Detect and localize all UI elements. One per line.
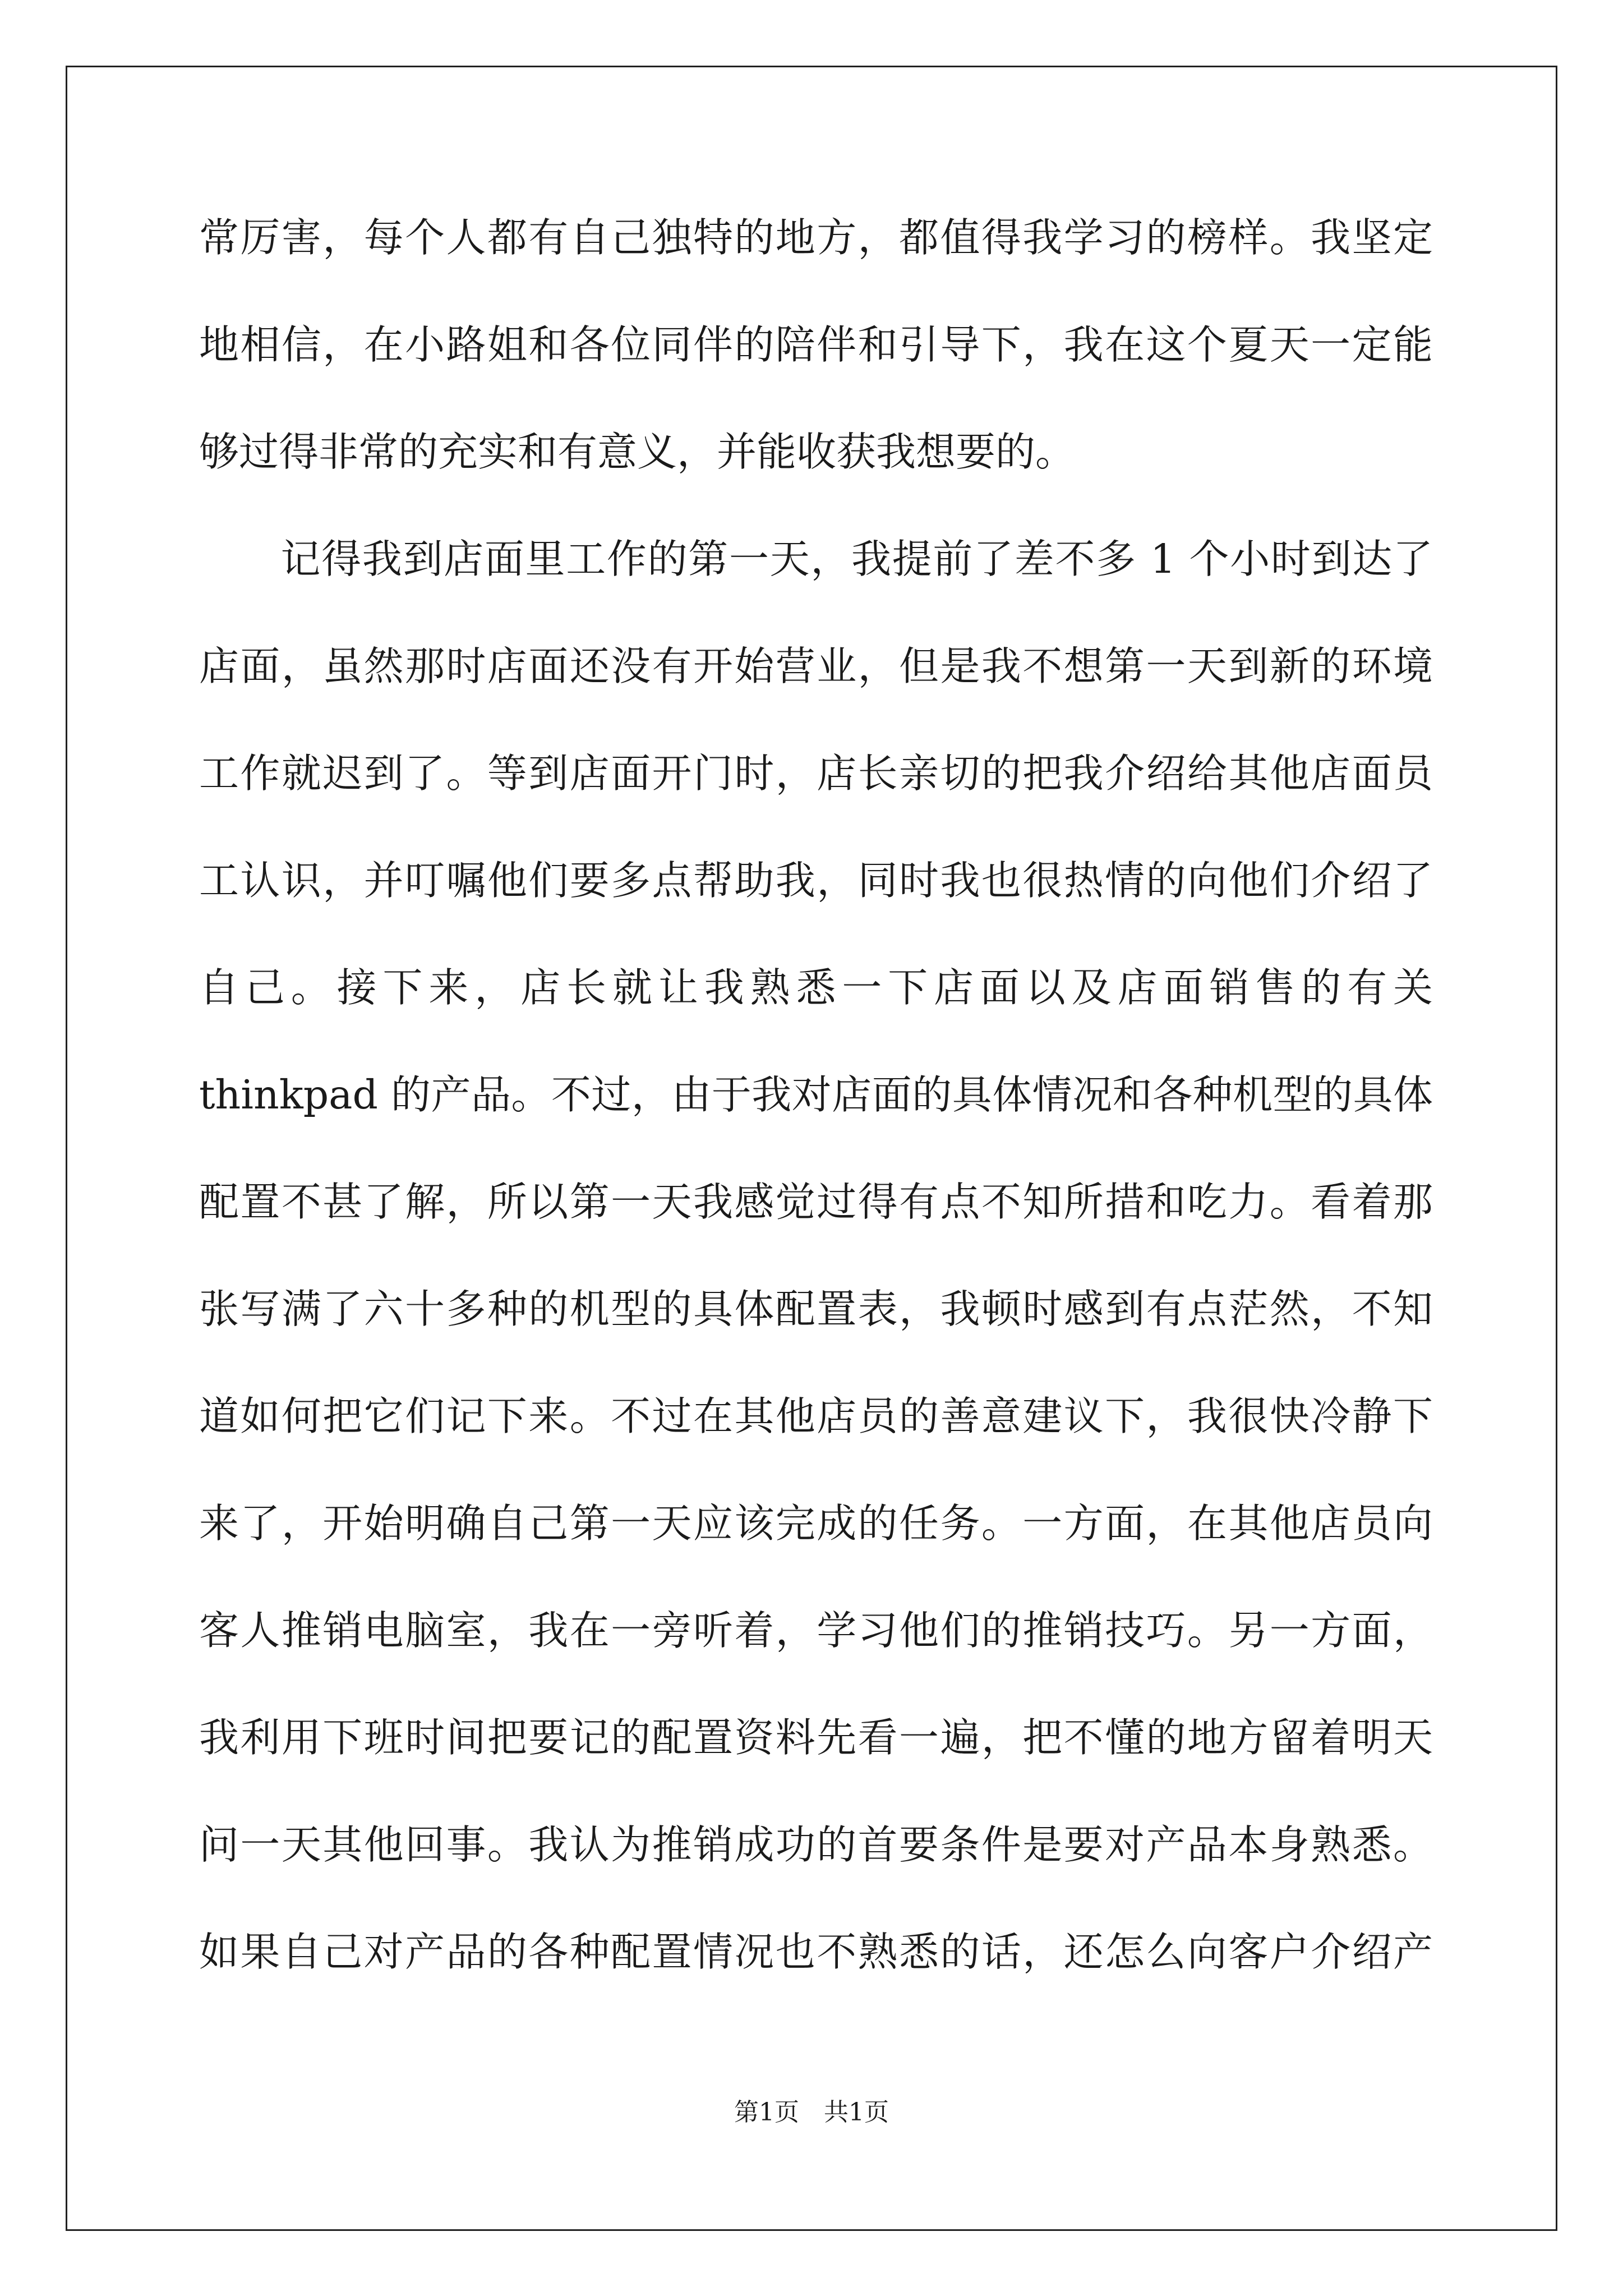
text-line: 店面，虽然那时店面还没有开始营业，但是我不想第一天到新的环境 — [199, 643, 1433, 689]
text-line: 自己。接下来，店长就让我熟悉一下店面以及店面销售的有关 — [199, 964, 1433, 1011]
document-body — [199, 214, 1433, 2039]
page-footer: 第1页 共1页 — [734, 2098, 889, 2127]
text-line: 客人推销电脑室，我在一旁听着，学习他们的推销技巧。另一方面， — [199, 1607, 1433, 1654]
text-line: 配置不甚了解，所以第一天我感觉过得有点不知所措和吃力。看着那 — [199, 1179, 1433, 1225]
text-line: 如果自己对产品的各种配置情况也不熟悉的话，还怎么向客户介绍产 — [199, 1929, 1433, 1975]
text-line: thinkpad 的产品。不过，由于我对店面的具体情况和各种机型的具体 — [199, 1071, 1433, 1118]
text-line: 地相信，在小路姐和各位同伴的陪伴和引导下，我在这个夏天一定能 — [199, 321, 1433, 368]
text-line: 我利用下班时间把要记的配置资料先看一遍，把不懂的地方留着明天 — [199, 1714, 1433, 1761]
text-line: 常厉害，每个人都有自己独特的地方，都值得我学习的榜样。我坚定 — [199, 214, 1433, 261]
text-line: 张写满了六十多种的机型的具体配置表，我顿时感到有点茫然，不知 — [199, 1286, 1433, 1332]
text-line: 问一天其他回事。我认为推销成功的首要条件是要对产品本身熟悉。 — [199, 1821, 1433, 1868]
text-line: 工作就迟到了。等到店面开门时，店长亲切的把我介绍给其他店面员 — [199, 750, 1433, 797]
text-line: 工认识，并叮嘱他们要多点帮助我，同时我也很热情的向他们介绍了 — [199, 857, 1433, 904]
text-line: 够过得非常的充实和有意义，并能收获我想要的。 — [199, 429, 1076, 475]
text-line: 来了，开始明确自己第一天应该完成的任务。一方面，在其他店员向 — [199, 1500, 1433, 1547]
text-line: 记得我到店面里工作的第一天，我提前了差不多 1 个小时到达了 — [199, 536, 1433, 582]
text-line: 道如何把它们记下来。不过在其他店员的善意建议下，我很快冷静下 — [199, 1393, 1433, 1439]
